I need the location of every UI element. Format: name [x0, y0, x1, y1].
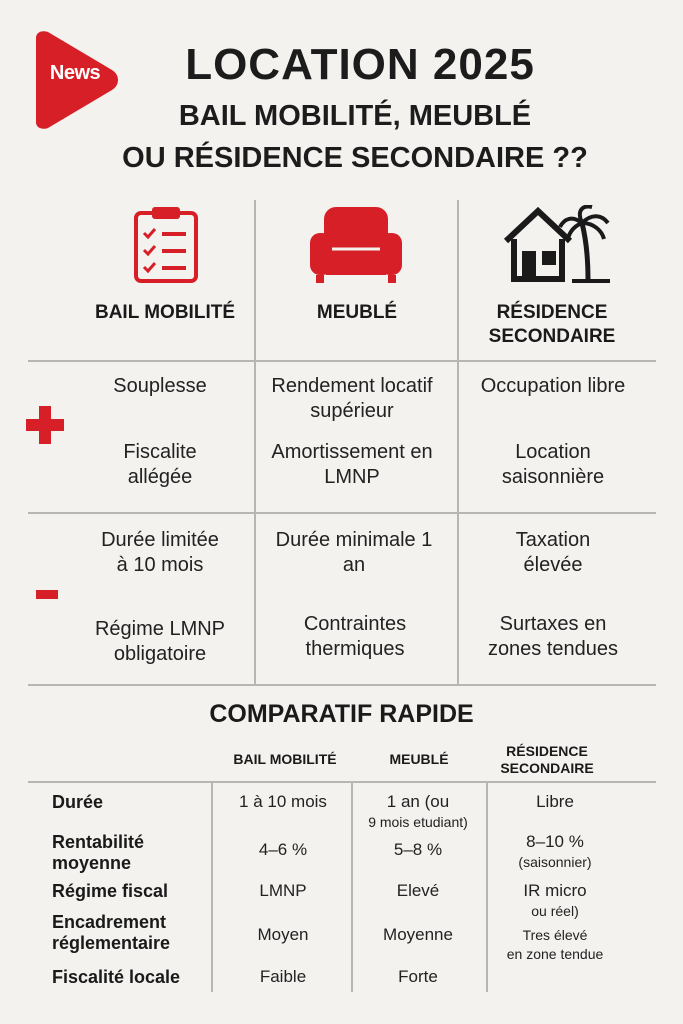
row-label-encadrement: Encadrement réglementaire: [52, 912, 171, 953]
con-cell: Durée minimale 1 an: [275, 529, 433, 576]
table-cell: Tres élevé: [522, 927, 588, 943]
comparatif-header-bail: BAIL MOBILITÉ: [233, 751, 337, 767]
table-cell-note: 9 mois etudiant): [368, 814, 468, 830]
pro-cell: Location saisonnière: [501, 441, 605, 488]
grid-divider: [28, 684, 656, 686]
row-label-regime-fiscal: Régime fiscal: [52, 881, 169, 901]
pro-cell: Rendement locatif supérieur: [271, 375, 433, 422]
con-cell: Contraintes thermiques: [303, 613, 407, 660]
comparatif-header-meuble: MEUBLÉ: [389, 751, 449, 767]
table-cell: Moyenne: [383, 925, 453, 944]
grid-divider: [211, 782, 213, 992]
comparatif-title: COMPARATIF RAPIDE: [209, 700, 474, 728]
table-cell: Elevé: [396, 881, 440, 900]
grid-divider: [28, 512, 656, 514]
checklist-icon: [132, 205, 200, 283]
grid-divider: [254, 200, 256, 684]
page-subtitle-line1: BAIL MOBILITÉ, MEUBLÉ: [178, 100, 532, 132]
news-badge-label: News: [49, 62, 101, 84]
column-header-residence-line2: SECONDAIRE: [488, 326, 616, 347]
table-cell: 1 an (ou: [386, 792, 450, 811]
row-label-duree: Durée: [52, 792, 104, 812]
column-header-meuble: MEUBLÉ: [316, 302, 398, 323]
pro-cell: Souplesse: [113, 375, 207, 397]
table-cell: 4–6 %: [258, 840, 308, 859]
pro-cell: Amortissement en LMNP: [271, 441, 433, 488]
table-cell: Forte: [398, 967, 438, 986]
grid-divider: [457, 200, 459, 684]
con-cell: Surtaxes en zones tendues: [487, 613, 619, 660]
grid-divider: [486, 782, 488, 992]
minus-icon: [36, 590, 58, 599]
pro-cell: Fiscalite allégée: [123, 441, 197, 488]
table-cell: IR micro: [523, 881, 587, 900]
plus-icon: [26, 406, 64, 444]
grid-divider: [28, 360, 656, 362]
table-cell: 5–8 %: [393, 840, 443, 859]
armchair-icon: [308, 205, 404, 285]
table-cell: LMNP: [259, 881, 307, 900]
pro-cell: Occupation libre: [480, 375, 626, 397]
table-cell: Faible: [259, 967, 307, 986]
page-subtitle-line2: OU RÉSIDENCE SECONDAIRE ??: [122, 142, 588, 174]
table-cell: Libre: [536, 792, 574, 811]
page-title: LOCATION 2025: [185, 40, 535, 89]
table-cell-note: ou réel): [531, 903, 579, 919]
con-cell: Régime LMNP obligatoire: [94, 618, 226, 665]
column-header-bail-mobilite: BAIL MOBILITÉ: [94, 302, 236, 323]
table-cell: Moyen: [257, 925, 309, 944]
house-palm-icon: [502, 205, 612, 283]
column-header-residence-line1: RÉSIDENCE: [496, 302, 608, 323]
grid-divider: [28, 781, 656, 783]
row-label-fiscalite-locale: Fiscalité locale: [52, 967, 181, 987]
table-cell-note: en zone tendue: [506, 946, 604, 962]
table-cell: 8–10 %: [526, 832, 584, 851]
table-cell-note: (saisonnier): [518, 854, 592, 870]
table-cell: 1 à 10 mois: [239, 792, 327, 811]
comparatif-header-residence: RÉSIDENCE SECONDAIRE: [500, 743, 594, 776]
con-cell: Durée limitée à 10 mois: [101, 529, 219, 576]
con-cell: Taxation élevée: [515, 529, 591, 576]
row-label-rentabilite: Rentabilité moyenne: [52, 832, 145, 873]
